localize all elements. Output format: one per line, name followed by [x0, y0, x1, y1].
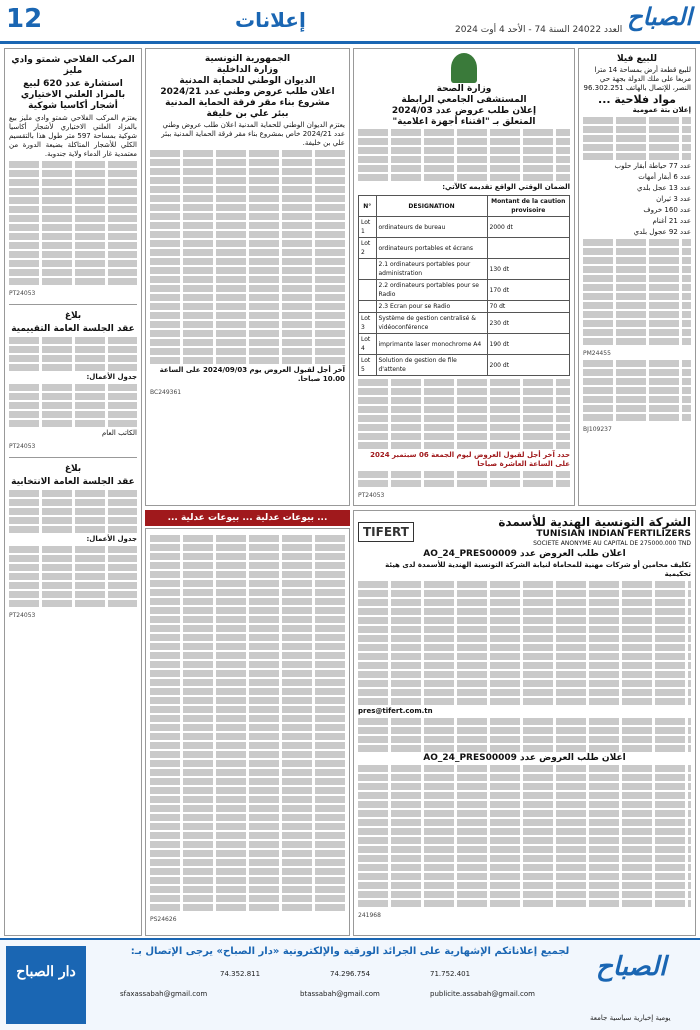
hospital-name: المستشفى الجامعي الرابطة — [401, 95, 527, 105]
list-item: عدد 160 خروف — [643, 206, 691, 214]
table-row — [359, 280, 570, 301]
table-cell: 200 dt — [487, 355, 569, 376]
table-cell: 230 dt — [487, 313, 569, 334]
column-legal-sales — [145, 528, 350, 936]
ad-title: المركب الفلاحي شمتو وادي مليز — [11, 55, 135, 76]
footer-contact-line: لجميع إعلاناتكم الإشهارية على الجرائد الورقية والإلكترونية «دار الصباح» يرجى الإتصال بـ: — [130, 946, 570, 957]
tifert-email: pres@tifert.com.tn — [358, 707, 433, 715]
notice-title: بلاغ — [64, 311, 82, 321]
hospital-title: إعلان طلب عروض عدد 2024/03 — [391, 106, 537, 116]
table-cell: 130 dt — [487, 259, 569, 280]
table-row — [359, 301, 570, 313]
tifert-name-ar: الشركة التونسية الهندية للأسمدة — [498, 515, 691, 529]
newspaper-logo: الصباح — [627, 2, 692, 31]
table-title: الضمان الوقتي الواقع تقديمه كالآتي: — [442, 183, 570, 191]
table-cell — [359, 301, 377, 313]
table-cell — [359, 280, 377, 301]
tender-deadline: آخر أجل لقبول العروض يوم 2024/09/03 على الساعة 10.00 صباحا. — [159, 366, 345, 383]
table-cell: ordinateurs portables et écrans — [376, 238, 487, 259]
hospital-ref: PT24053 — [358, 492, 385, 499]
tifert-intro: تكليف محامين أو شركات مهنية للمحاماة لنيابة الشركة التونسية الهندية للأسمدة لدى هيئة تحكيمية — [385, 561, 691, 578]
ministry: وزارة الداخلية — [216, 65, 279, 75]
column-agri-complex — [4, 48, 142, 936]
tender-body: يعتزم الديوان الوطني للحماية المدنية اعلان طلب عروض وطني عدد 2024/21 خاص بمشروع بناء مقر فرقة الحماية المدنية ببئر علي بن خليفة. — [161, 121, 345, 147]
tree-logo-icon — [451, 53, 477, 83]
tifert-title2: اعلان طلب العروض عدد AO_24_PRES00009 — [423, 753, 626, 763]
section-title: إعلانات — [235, 8, 306, 32]
tifert-ref: 241968 — [358, 912, 381, 919]
table-cell: 2000 dt — [487, 217, 569, 238]
dar-assabah-box: دار الصباح — [6, 946, 86, 1024]
list-item: عدد 13 عجل بلدي — [637, 184, 691, 192]
table-cell: 170 dt — [487, 280, 569, 301]
table-row — [359, 217, 570, 238]
table-cell: Lot 1 — [359, 217, 377, 238]
office: الديوان الوطني للحماية المدنية — [179, 76, 316, 86]
list-item: عدد 3 ثيران — [656, 195, 691, 203]
table-row — [359, 334, 570, 355]
footer-logo: الصباح — [596, 952, 667, 982]
org: الجمهورية التونسية — [204, 54, 291, 64]
tender-title: اعلان طلب عروض وطني عدد 2024/21 — [160, 87, 335, 97]
agri-ref2: BJ109237 — [583, 426, 612, 433]
footer-tagline: يومية إخبارية سياسية جامعة — [590, 1014, 671, 1022]
footer-phone1: 71.752.401 — [430, 970, 471, 978]
column-agri-materials — [578, 48, 696, 506]
notice-subtitle: عقد الجلسة العامة التقييمية — [11, 324, 135, 334]
column-civil-protection — [145, 48, 350, 506]
agri-ref: PM24455 — [583, 350, 611, 357]
table-cell — [487, 238, 569, 259]
tender-place: ببئر علي بن خليفة — [206, 109, 289, 119]
page-footer — [0, 938, 700, 1030]
table-cell — [359, 259, 377, 280]
notice2-ref: PT24053 — [9, 612, 36, 619]
tifert-logo: TIFERT — [358, 522, 414, 542]
tifert-title: اعلان طلب العروض عدد AO_24_PRES00009 — [423, 549, 626, 559]
hospital-ministry: وزارة الصحة — [436, 84, 492, 94]
footer-phone2: 74.296.754 — [330, 970, 371, 978]
tender-subject: مشروع بناء مقر فرقة الحماية المدنية — [165, 98, 330, 108]
table-cell: Lot 2 — [359, 238, 377, 259]
table-cell: 190 dt — [487, 334, 569, 355]
table-cell: Système de gestion centralisé & vidéoconférence — [376, 313, 487, 334]
table-header: Montant de la caution provisoire — [487, 196, 569, 217]
agri-section-title: مواد فلاحية ... — [598, 93, 676, 106]
list-item: عدد 77 حياطة أبقار حلوب — [614, 162, 691, 170]
table-cell: Lot 4 — [359, 334, 377, 355]
table-cell: Lot 5 — [359, 355, 377, 376]
tifert-sub: SOCIETE ANONYME AU CAPITAL DE 275000.000 TND — [533, 540, 691, 547]
footer-email3: sfaxassabah@gmail.com — [120, 990, 208, 998]
box-body: للبيع قطعة أرض بمساحة 14 مترا مربعا على ملك الدولة بجهة حي النصر، للإتصال بالهاتف 96.302.251 — [583, 66, 691, 92]
table-cell: 2.3 Ecran pour se Radio — [376, 301, 487, 313]
tender-ref: BC249361 — [150, 389, 182, 396]
legal-ref: PS24626 — [150, 916, 177, 923]
table-cell: Lot 3 — [359, 313, 377, 334]
table-cell: 2.1 ordinateurs portables pour administration — [376, 259, 487, 280]
legal-sales-banner: ... بيوعات عدلية ... بيوعات عدلية ... — [145, 510, 350, 526]
table-cell: 2.2 ordinateurs portables pour se Radio — [376, 280, 487, 301]
hospital-subject: المتعلق بـ "اقتناء أجهزة اعلامية" — [392, 117, 536, 127]
list-item: عدد 92 عجول بلدي — [633, 228, 691, 236]
notice-agenda: جدول الأعمال: — [86, 373, 137, 381]
table-row — [359, 259, 570, 280]
box-title: للبيع فيلا — [616, 54, 658, 64]
footer-email2: btassabah@gmail.com — [300, 990, 380, 998]
page-header — [0, 0, 700, 44]
column-hospital — [353, 48, 575, 506]
list-item: عدد 6 أبقار أمهات — [638, 173, 691, 181]
tifert-ad — [353, 510, 696, 936]
ad-subtitle: استشارة عدد 620 لبيع بالمزاد العلني الاختياري أشجار أكاسيا شوكية — [20, 79, 126, 111]
notice2-title: بلاغ — [64, 464, 82, 474]
table-cell: 70 dt — [487, 301, 569, 313]
list-item: إعلان بتة عمومية — [632, 106, 691, 114]
ad-body: يعتزم المركب الفلاحي شمتو وادي مليز بيع بالمزاد العلني الاختياري لأشجار أكاسيا شوكية بمساحة 597 متر طول هذا بالتقسيم الكلي للأشجار المتاكلة بضيعة الدورة من معتمدية غار الدماء ولاية جندوبة. — [9, 114, 137, 158]
tifert-name-fr: TUNISIAN INDIAN FERTILIZERS — [536, 529, 691, 539]
table-row — [359, 238, 570, 259]
table-header: DESIGNATION — [376, 196, 487, 217]
caution-table — [358, 195, 570, 376]
ad-ref: PT24053 — [9, 290, 36, 297]
notice-sign: الكاتب العام — [101, 429, 137, 437]
notice-ref: PT24053 — [9, 443, 36, 450]
issue-info: العدد 24022 السنة 74 - الأحد 4 أوت 2024 — [455, 25, 623, 35]
table-row — [359, 355, 570, 376]
table-row — [359, 313, 570, 334]
table-cell: Solution de gestion de file d'attente — [376, 355, 487, 376]
page-number: 12 — [6, 4, 43, 34]
notice2-agenda: جدول الأعمال: — [86, 535, 137, 543]
footer-phone3: 74.352.811 — [220, 970, 261, 978]
hospital-deadline: حدد آخر أجل لقبول العروض ليوم الجمعة 06 سبتمبر 2024 على الساعة العاشرة صباحا — [370, 451, 570, 468]
table-cell: imprimante laser monochrome A4 — [376, 334, 487, 355]
footer-email1: publicite.assabah@gmail.com — [430, 990, 535, 998]
list-item: عدد 21 أغنام — [652, 217, 691, 225]
table-header: N° — [359, 196, 377, 217]
table-cell: ordinateurs de bureau — [376, 217, 487, 238]
notice2-subtitle: عقد الجلسة العامة الانتخابية — [11, 477, 135, 487]
